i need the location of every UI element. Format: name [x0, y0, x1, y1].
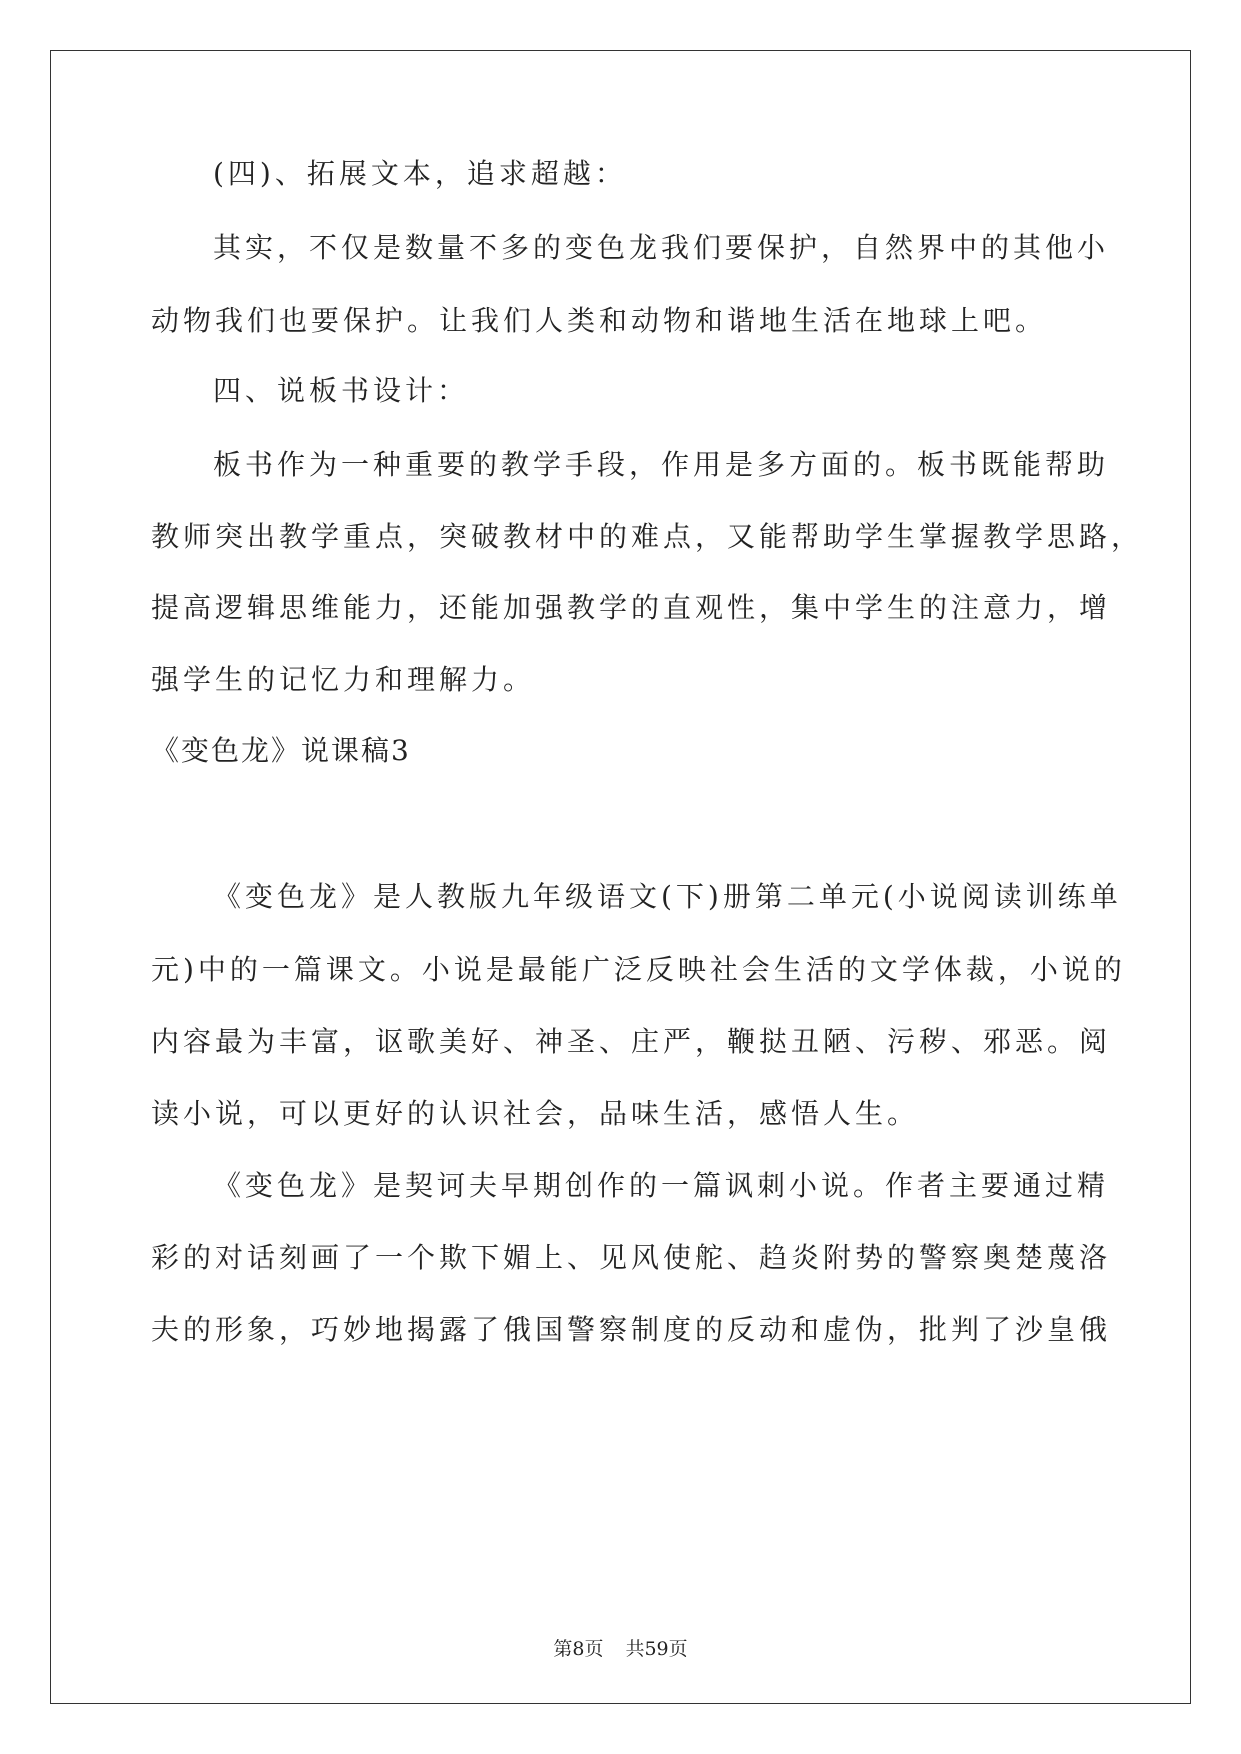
- paragraph-line: 强学生的记忆力和理解力。: [151, 663, 536, 696]
- paragraph-line: 教师突出教学重点，突破教材中的难点，又能帮助学生掌握教学思路，: [151, 520, 1144, 553]
- page-footer: [0, 1637, 1241, 1661]
- section-heading: 《变色龙》说课稿3: [151, 734, 411, 767]
- page-number: 第8页: [553, 1638, 604, 1660]
- paragraph-line: 夫的形象，巧妙地揭露了俄国警察制度的反动和虚伪，批判了沙皇俄: [151, 1313, 1112, 1346]
- paragraph-line: 读小说，可以更好的认识社会，品味生活，感悟人生。: [151, 1097, 920, 1130]
- paragraph-line: 元)中的一篇课文。小说是最能广泛反映社会生活的文学体裁，小说的: [151, 953, 1126, 986]
- paragraph-line: 内容最为丰富，讴歌美好、神圣、庄严，鞭挞丑陋、污秽、邪恶。阅: [151, 1025, 1112, 1058]
- paragraph-line: 动物我们也要保护。让我们人类和动物和谐地生活在地球上吧。: [151, 304, 1048, 337]
- paragraph-line: (四)、拓展文本，追求超越：: [213, 157, 627, 190]
- paragraph-line: 其实，不仅是数量不多的变色龙我们要保护，自然界中的其他小: [213, 231, 1110, 264]
- paragraph-line: 提高逻辑思维能力，还能加强教学的直观性，集中学生的注意力，增: [151, 591, 1112, 624]
- page-total: 共59页: [625, 1638, 688, 1660]
- paragraph-line: 《变色龙》是契诃夫早期创作的一篇讽刺小说。作者主要通过精: [213, 1169, 1110, 1202]
- paragraph-line: 板书作为一种重要的教学手段，作用是多方面的。板书既能帮助: [213, 448, 1110, 481]
- paragraph-line: 《变色龙》是人教版九年级语文(下)册第二单元(小说阅读训练单: [213, 880, 1122, 913]
- paragraph-line: 四、说板书设计：: [213, 374, 470, 407]
- paragraph-line: 彩的对话刻画了一个欺下媚上、见风使舵、趋炎附势的警察奥楚蔑洛: [151, 1241, 1112, 1274]
